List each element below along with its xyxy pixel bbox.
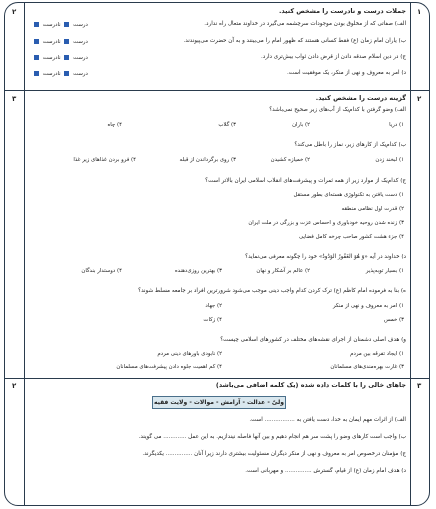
option[interactable]: ۳) خمس <box>383 317 404 323</box>
option[interactable]: ۲) باران <box>292 122 310 128</box>
question-number: ۱ <box>417 8 422 16</box>
score-column-divider <box>24 2 25 506</box>
option[interactable]: ۳) گلاب <box>218 122 236 128</box>
fill-in-sentence: د) هدف امام زمان (ع) از قیام، گسترش ............... و مهربانی است. <box>245 468 406 474</box>
fill-in-sentence: ج) مؤمنان درخصوص امر به معروف و نهی از منکر دیگران مسئولیت بیشتری دارند زیرا آنان ............... یکدیگرند. <box>142 451 406 457</box>
question-title: جاهای خالی را با کلمات داده شده (یک کلمه اضافی می‌باشد) <box>215 381 406 389</box>
option[interactable]: ۴) جزء هشت کشور صاحب چرخه کامل فضایی <box>299 234 404 240</box>
option[interactable]: ۲) خمیازه کشیدن <box>270 157 310 163</box>
question-title: گزینه درست را مشخص کنید. <box>315 94 406 102</box>
option[interactable]: ۱) لبخند زدن <box>375 157 404 163</box>
option[interactable]: ۴) کم اهمیت جلوه دادن پیشرفت‌های مسلمانان <box>116 364 222 370</box>
option[interactable]: ۱) ایجاد تفرقه بین مردم <box>350 351 404 357</box>
word-bank: ولیّ - عدالت - آرامش - موالات - ولایت فقیه <box>152 396 286 409</box>
option[interactable]: ۳) زنده شدن روحیه خودباوری و احساس عزت و بزرگی در ملت ایران <box>248 220 404 226</box>
option[interactable]: ۴) دوستدار بندگان <box>81 268 122 274</box>
question-score: ۲ <box>12 382 17 390</box>
statement: الف) صفاتی که از مخلوق بودن موجودات سرچشمه می‌گیرد در خداوند متعال راه ندارد. <box>204 21 406 27</box>
question-text: ب) کدام‌یک از کارهای زیر، نماز را باطل می‌کند؟ <box>294 142 406 148</box>
row-divider-1 <box>4 90 430 91</box>
fill-in-sentence: ب) واجب است کارهای وضو را پشت سر هم انجام دهیم و بین آنها فاصله نیندازیم. به این عمل ............. می گویند. <box>138 434 406 440</box>
option[interactable]: ۳) غارت بهره‌مندی‌های مسلمانان <box>330 364 404 370</box>
option[interactable]: ۴) زکات <box>203 317 222 323</box>
question-text: الف) وضو گرفتن با کدام‌یک از آب‌های زیر صحیح نمی‌باشد؟ <box>269 107 406 113</box>
option[interactable]: ۳) روی برگرداندن از قبله <box>179 157 236 163</box>
option[interactable]: ۱) امر به معروف و نهی از منکر <box>332 303 404 309</box>
true-false-choice[interactable]: درست نادرست <box>32 71 88 77</box>
statement: ب) یاران امام زمان (ع) فقط کسانی هستند که ظهور امام را می‌بینند و به آن حضرت می‌پیوندند. <box>183 38 406 44</box>
question-text: ه) بنا به فرموده امام کاظم (ع) ترک کردن کدام واجب دینی موجب می‌شود شرورترین افراد بر جامعه مسلط شوند؟ <box>138 288 406 294</box>
true-false-choice[interactable]: درست نادرست <box>32 39 88 45</box>
fill-in-sentence: الف) از اثرات مهم ایمان به خدا، دست یافتن به ................. است. <box>249 417 406 423</box>
number-column-divider <box>410 2 411 506</box>
option[interactable]: ۱) دریا <box>389 122 404 128</box>
option[interactable]: ۲) نابودی باورهای دینی مردم <box>157 351 222 357</box>
option[interactable]: ۲) قدرت اول نظامی منطقه <box>341 206 404 212</box>
statement: ج) در دین اسلام صدقه دادن از قرض دادن ثواب بیش‌تری دارد. <box>261 54 406 60</box>
question-text: ج) کدام‌یک از موارد زیر از همه ثمرات و پیشرفت‌های انقلاب اسلامی ایران بالاتر است؟ <box>205 178 406 184</box>
question-number: ۲ <box>417 95 422 103</box>
true-false-choice[interactable]: درست نادرست <box>32 22 88 28</box>
option[interactable]: ۱) بسیار توبه‌پذیر <box>365 268 404 274</box>
option[interactable]: ۴) فرو بردن غذاهای زیر غذا <box>73 157 136 163</box>
question-score: ۲ <box>12 8 17 16</box>
question-title: جملات درست و نادرست را مشخص کنید. <box>278 7 406 15</box>
option[interactable]: ۳) بهترین روزی‌دهنده <box>174 268 222 274</box>
question-score: ۳ <box>12 95 17 103</box>
question-number: ۳ <box>417 382 422 390</box>
statement: د) امر به معروف و نهی از منکر، یک موفقیت است. <box>287 70 406 76</box>
option[interactable]: ۲) عالم بر آشکار و نهان <box>256 268 310 274</box>
option[interactable]: ۴) چاه <box>107 122 122 128</box>
question-text: د) خداوند در آیه «وَ هُوَ الغَفُورُ الوَدُودُ» خود را چگونه معرفی می‌نماید؟ <box>245 254 406 260</box>
row-divider-2 <box>4 378 430 379</box>
question-text: و) هدف اصلی دشمنان از اجرای نقشه‌های مختلف در کشورهای اسلامی چیست؟ <box>220 337 406 343</box>
true-false-choice[interactable]: درست نادرست <box>32 55 88 61</box>
option[interactable]: ۱) دست یافتن به تکنولوژی هسته‌ای بطور مستقل <box>293 192 404 198</box>
option[interactable]: ۲) جهاد <box>205 303 222 309</box>
